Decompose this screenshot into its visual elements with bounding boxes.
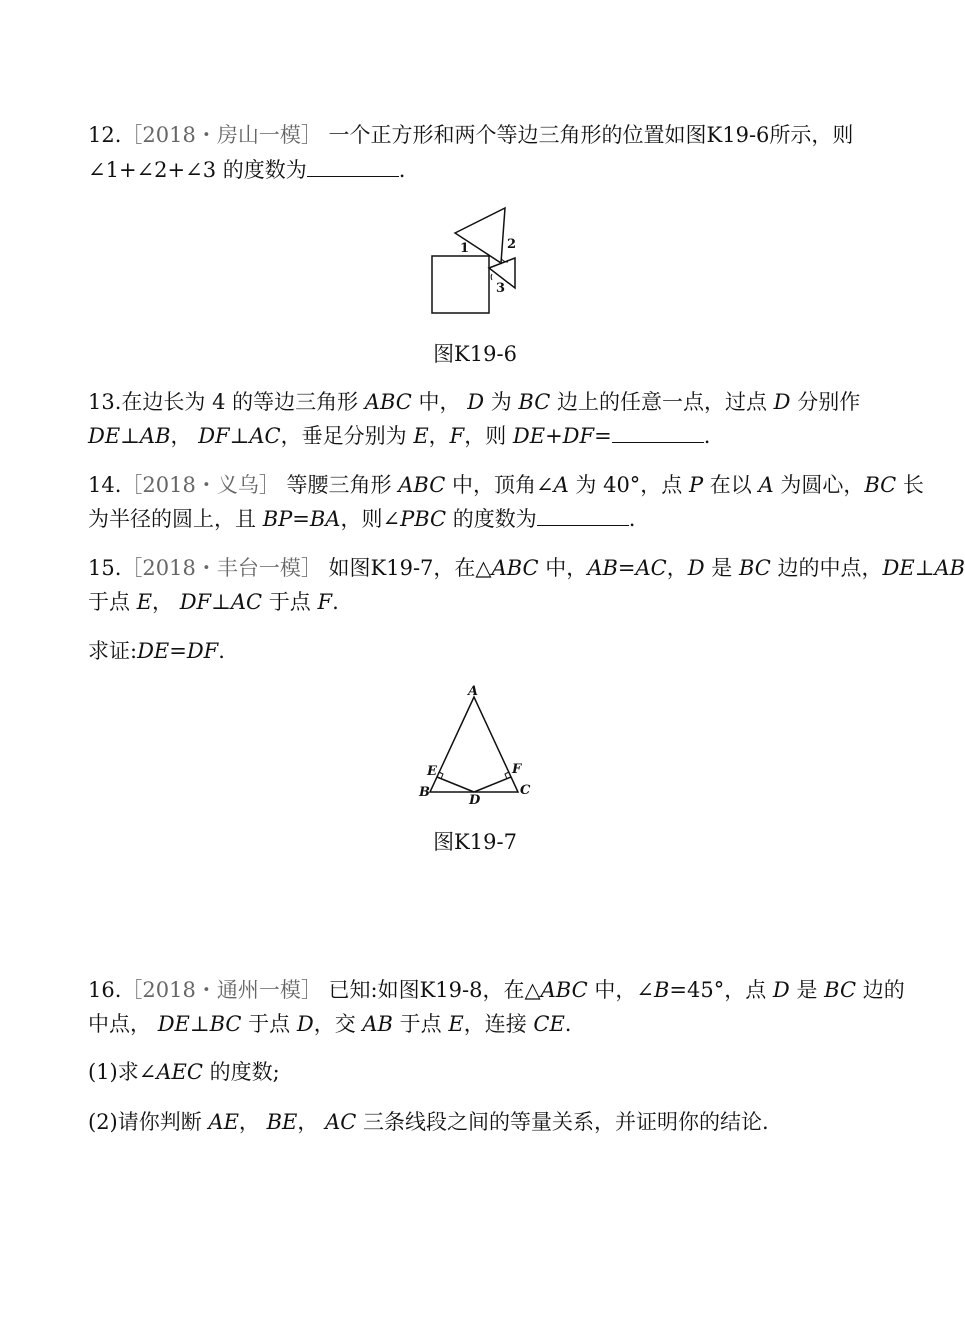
q16-part-2 (88, 1107, 769, 1137)
q13-text: ， (428, 424, 450, 448)
q16-var: AEC (156, 1060, 203, 1084)
q15-text: 于点 (262, 590, 318, 614)
q16-text: 于点 (393, 1012, 449, 1036)
label-e: E (427, 764, 437, 779)
q13-var: DF (198, 424, 230, 448)
q16-text: 是 (789, 978, 825, 1002)
square (432, 256, 489, 313)
q14-text: 长 (896, 473, 924, 497)
angle-label-3: 3 (496, 281, 506, 296)
q15-text: 是 (704, 556, 739, 580)
q16-var: D (772, 978, 790, 1002)
q12-line-2 (88, 155, 405, 185)
q13-number: 13. (88, 390, 122, 414)
segment-df (474, 777, 511, 792)
q12-answer-blank[interactable] (307, 156, 399, 177)
q15-line-2 (88, 587, 339, 617)
q16-var: CE (533, 1012, 565, 1036)
q15-line-1 (88, 553, 965, 583)
q16-text: (1)求∠ (88, 1060, 157, 1084)
q16-text: ，交 (313, 1012, 363, 1036)
q16-var: D (296, 1012, 314, 1036)
q15-var: BC (738, 556, 771, 580)
q13-answer-blank[interactable] (612, 422, 704, 443)
q16-text: (2)请你判断 (88, 1110, 209, 1134)
q14-answer-blank[interactable] (537, 505, 629, 526)
q14-text: ，则∠ (340, 507, 401, 531)
label-b: B (419, 785, 430, 800)
q16-var: BC (209, 1012, 242, 1036)
q16-text: ， (297, 1110, 326, 1134)
q16-text: 的度数; (202, 1060, 280, 1084)
q15-number: 15. (88, 556, 122, 580)
figure-k19-7 (410, 682, 540, 807)
q13-var: F (449, 424, 465, 448)
q14-text: 的度数为 (446, 507, 537, 531)
q12-end: . (398, 158, 406, 182)
q14-text: 在以 (703, 473, 759, 497)
q13-var: D (467, 390, 485, 414)
q16-var: B (653, 978, 670, 1002)
q15-var: AB (934, 556, 965, 580)
label-c: C (520, 783, 531, 798)
q14-number: 14. (88, 473, 122, 497)
q13-text: 分别作 (790, 390, 861, 414)
figure-k19-7-caption: 图K19-7 (433, 830, 517, 854)
q16-text: 于点 (241, 1012, 297, 1036)
q16-text: 已知:如图K19-8，在△ (321, 978, 541, 1002)
q14-text: 为圆心， (773, 473, 865, 497)
q15-var: ABC (491, 556, 539, 580)
q14-var: A (553, 473, 569, 497)
q15-text: 求证: (88, 639, 138, 663)
q14-var: ABC (398, 473, 446, 497)
q12-text-2: ∠1+∠2+∠3 的度数为 (88, 158, 307, 182)
q14-line-1 (88, 470, 924, 500)
q16-text: 中，∠ (587, 978, 654, 1002)
q14-var: P (688, 473, 704, 497)
q16-line-1 (88, 975, 905, 1005)
angle-arc-3 (491, 274, 492, 280)
q14-text: 等腰三角形 (279, 473, 399, 497)
q13-var: ABC (364, 390, 412, 414)
q16-text: =45°，点 (669, 978, 773, 1002)
q13-text: ，则 (464, 424, 513, 448)
q14-var: BC (864, 473, 897, 497)
q15-text: 中， (538, 556, 588, 580)
q13-text: ⊥ (120, 424, 140, 448)
q13-var: DE+DF= (512, 424, 612, 448)
segment-de (437, 777, 474, 792)
q16-text: 边的 (856, 978, 905, 1002)
q16-var: BE (266, 1110, 298, 1134)
angle-label-1: 1 (460, 241, 470, 256)
q14-var: A (758, 473, 774, 497)
q13-line-2 (88, 421, 710, 451)
q16-text: . (564, 1012, 572, 1036)
q14-text: 为半径的圆上，且 (88, 507, 263, 531)
q14-text: 为 40°，点 (568, 473, 689, 497)
q14-end: . (628, 507, 636, 531)
q14-var: PBC (400, 507, 447, 531)
q14-text: 中，顶角∠ (445, 473, 554, 497)
q13-var: D (773, 390, 791, 414)
q16-part-1 (88, 1057, 280, 1087)
label-d: D (469, 793, 481, 808)
q15-proof-line (88, 636, 225, 666)
q15-text: ， (152, 590, 180, 614)
q15-source: ［2018・丰台一模］ (121, 556, 322, 580)
q15-text: . (218, 639, 225, 663)
label-a: A (468, 684, 479, 699)
triangle-abc (430, 697, 518, 792)
q15-var: F (317, 590, 333, 614)
q16-var: BC (824, 978, 857, 1002)
q16-var: AC (325, 1110, 357, 1134)
q14-source: ［2018・义乌］ (121, 473, 280, 497)
q16-text: ， (238, 1110, 267, 1134)
q16-text: 三条线段之间的等量关系，并证明你的结论. (356, 1110, 769, 1134)
q16-text: ⊥ (189, 1012, 210, 1036)
q15-var: DE (882, 556, 915, 580)
q16-source: ［2018・通州一模］ (121, 978, 322, 1002)
figure-k19-6-caption: 图K19-6 (433, 342, 517, 366)
q12-line-1 (88, 120, 853, 150)
q13-var: AB (139, 424, 171, 448)
q15-var: E (136, 590, 153, 614)
q13-text: ，垂足分别为 (280, 424, 414, 448)
q16-var: AB (362, 1012, 393, 1036)
q15-var: D (687, 556, 705, 580)
q15-text: ⊥ (914, 556, 935, 580)
q14-var: BP=BA (262, 507, 341, 531)
q16-var: ABC (540, 978, 588, 1002)
q15-var: AB=AC (587, 556, 667, 580)
q13-text: ⊥ (229, 424, 250, 448)
q15-var: AC (230, 590, 263, 614)
q13-text: 边上的任意一点，过点 (550, 390, 774, 414)
q13-text: 在边长为 4 的等边三角形 (121, 390, 365, 414)
q13-end: . (703, 424, 711, 448)
label-f: F (512, 762, 522, 777)
q16-text: 中点， (88, 1012, 158, 1036)
figure-k19-6 (420, 200, 540, 320)
q14-line-2 (88, 504, 635, 534)
q13-text: 中， (411, 390, 468, 414)
q13-text: 为 (484, 390, 519, 414)
q15-text: ， (666, 556, 688, 580)
q12-number: 12. (88, 123, 122, 147)
q15-text: 如图K19-7，在△ (321, 556, 492, 580)
q15-var: DF (179, 590, 212, 614)
q15-var: DE=DF (137, 639, 219, 663)
q15-text: ⊥ (211, 590, 231, 614)
angle-label-2: 2 (507, 237, 517, 252)
q16-var: DE (157, 1012, 190, 1036)
q15-text: 于点 (88, 590, 137, 614)
q16-line-2 (88, 1009, 571, 1039)
q16-var: AE (208, 1110, 239, 1134)
q16-text: ，连接 (463, 1012, 534, 1036)
q15-text: 边的中点， (770, 556, 883, 580)
q13-line-1 (88, 387, 860, 417)
q12-text-1: 一个正方形和两个等边三角形的位置如图K19-6所示，则 (321, 123, 854, 147)
q13-var: AC (249, 424, 281, 448)
q15-text: . (332, 590, 339, 614)
q13-var: E (413, 424, 429, 448)
q12-source: ［2018・房山一模］ (121, 123, 322, 147)
q16-number: 16. (88, 978, 122, 1002)
q13-text: ， (170, 424, 199, 448)
q13-var: BC (518, 390, 551, 414)
q16-var: E (448, 1012, 464, 1036)
q13-var: DE (88, 424, 121, 448)
